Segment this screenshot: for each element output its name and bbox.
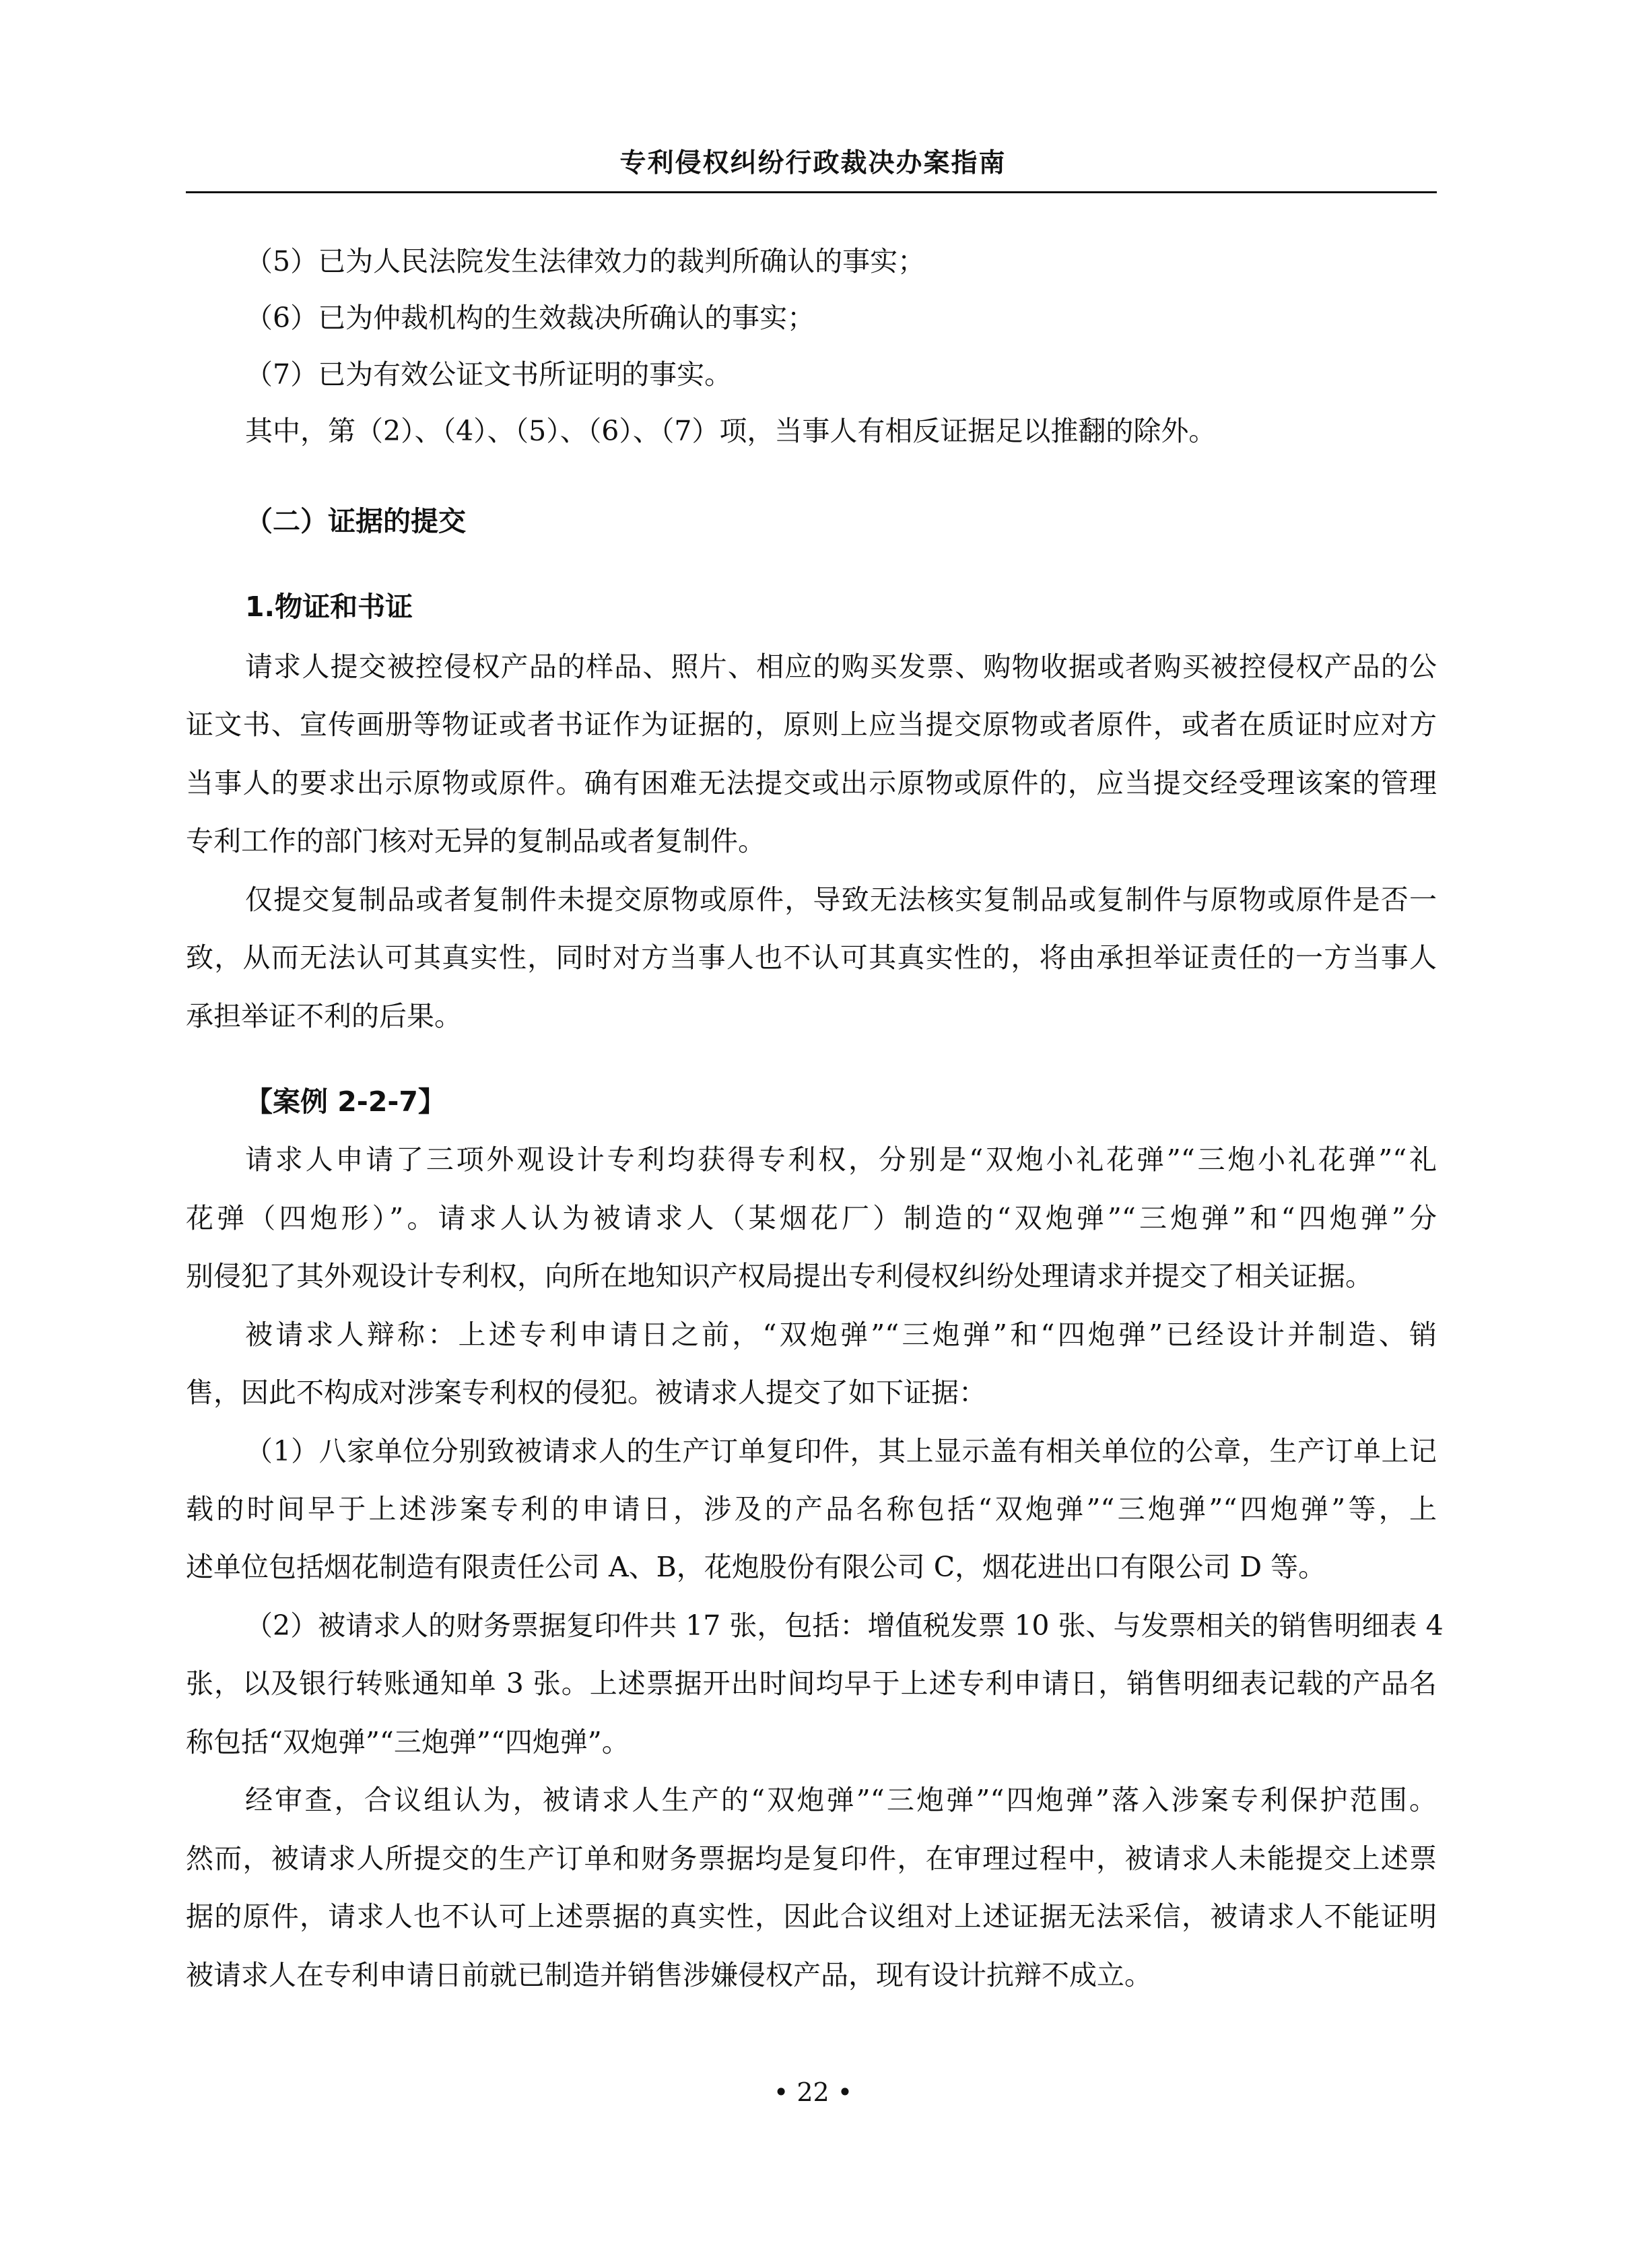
section-title: （二）证据的提交 (245, 505, 466, 537)
list-item-6: （6）已为仲裁机构的生效裁决所确认的事实； (245, 302, 815, 334)
list-item-7: （7）已为有效公证文书所证明的事实。 (245, 358, 733, 391)
paragraph-line: 张，以及银行转账通知单 3 张。上述票据开出时间均早于上述专利申请日，销售明细表记载的产品名 (186, 1667, 1437, 1700)
paragraph-line: 别侵犯了其外观设计专利权，向所在地知识产权局提出专利侵权纠纷处理请求并提交了相关证据。 (186, 1260, 1373, 1292)
page-number: • 22 • (773, 2077, 853, 2107)
paragraph-line: 承担举证不利的后果。 (186, 1000, 462, 1032)
list-item-5: （5）已为人民法院发生法律效力的裁判所确认的事实； (245, 245, 926, 277)
paragraph-line: 载的时间早于上述涉案专利的申请日，涉及的产品名称包括“双炮弹”“三炮弹”“四炮弹”等，上 (186, 1493, 1437, 1525)
subsection-title: 1.物证和书证 (245, 591, 413, 623)
page-header-rule (186, 191, 1437, 193)
paragraph-line: 请求人提交被控侵权产品的样品、照片、相应的购买发票、购物收据或者购买被控侵权产品的公 (245, 651, 1437, 683)
paragraph-line: 述单位包括烟花制造有限责任公司 A、B，花炮股份有限公司 C，烟花进出口有限公司 D 等。 (186, 1551, 1326, 1583)
paragraph-line: 专利工作的部门核对无异的复制品或者复制件。 (186, 825, 766, 857)
paragraph-line: 被请求人辩称：上述专利申请日之前，“双炮弹”“三炮弹”和“四炮弹”已经设计并制造、销 (245, 1319, 1437, 1351)
paragraph-line: 称包括“双炮弹”“三炮弹”“四炮弹”。 (186, 1726, 630, 1758)
paragraph-line: （2）被请求人的财务票据复印件共 17 张，包括：增值税发票 10 张、与发票相关的销售明细表 4 (245, 1609, 1444, 1642)
paragraph-line: 仅提交复制品或者复制件未提交原物或原件，导致无法核实复制品或复制件与原物或原件是否一 (245, 883, 1437, 916)
paragraph-line: 被请求人在专利申请日前就已制造并销售涉嫌侵权产品，现有设计抗辩不成立。 (186, 1959, 1152, 1991)
paragraph-line: 致，从而无法认可其真实性，同时对方当事人也不认可其真实性的，将由承担举证责任的一方当事人 (186, 941, 1437, 974)
paragraph-line: 经审查，合议组认为，被请求人生产的“双炮弹”“三炮弹”“四炮弹”落入涉案专利保护范围。 (245, 1784, 1437, 1816)
paragraph-line: 请求人申请了三项外观设计专利均获得专利权，分别是“双炮小礼花弹”“三炮小礼花弹”“礼 (245, 1143, 1437, 1176)
paragraph-line: 售，因此不构成对涉案专利权的侵犯。被请求人提交了如下证据： (186, 1376, 986, 1409)
page-header-title: 专利侵权纠纷行政裁决办案指南 (619, 148, 1007, 178)
paragraph-line: 花弹（四炮形）”。请求人认为被请求人（某烟花厂）制造的“双炮弹”“三炮弹”和“四炮弹”分 (186, 1202, 1437, 1234)
exception-text: 其中，第（2）、（4）、（5）、（6）、（7）项，当事人有相反证据足以推翻的除外。 (245, 415, 1217, 447)
case-title: 【案例 2-2-7】 (245, 1086, 446, 1118)
paragraph-line: 然而，被请求人所提交的生产订单和财务票据均是复印件，在审理过程中，被请求人未能提交上述票 (186, 1842, 1437, 1875)
paragraph-line: 据的原件，请求人也不认可上述票据的真实性，因此合议组对上述证据无法采信，被请求人不能证明 (186, 1900, 1437, 1933)
paragraph-line: 证文书、宣传画册等物证或者书证作为证据的，原则上应当提交原物或者原件，或者在质证时应对方 (186, 708, 1437, 741)
paragraph-line: （1）八家单位分别致被请求人的生产订单复印件，其上显示盖有相关单位的公章，生产订单上记 (245, 1435, 1437, 1467)
paragraph-line: 当事人的要求出示原物或原件。确有困难无法提交或出示原物或原件的，应当提交经受理该案的管理 (186, 767, 1437, 799)
